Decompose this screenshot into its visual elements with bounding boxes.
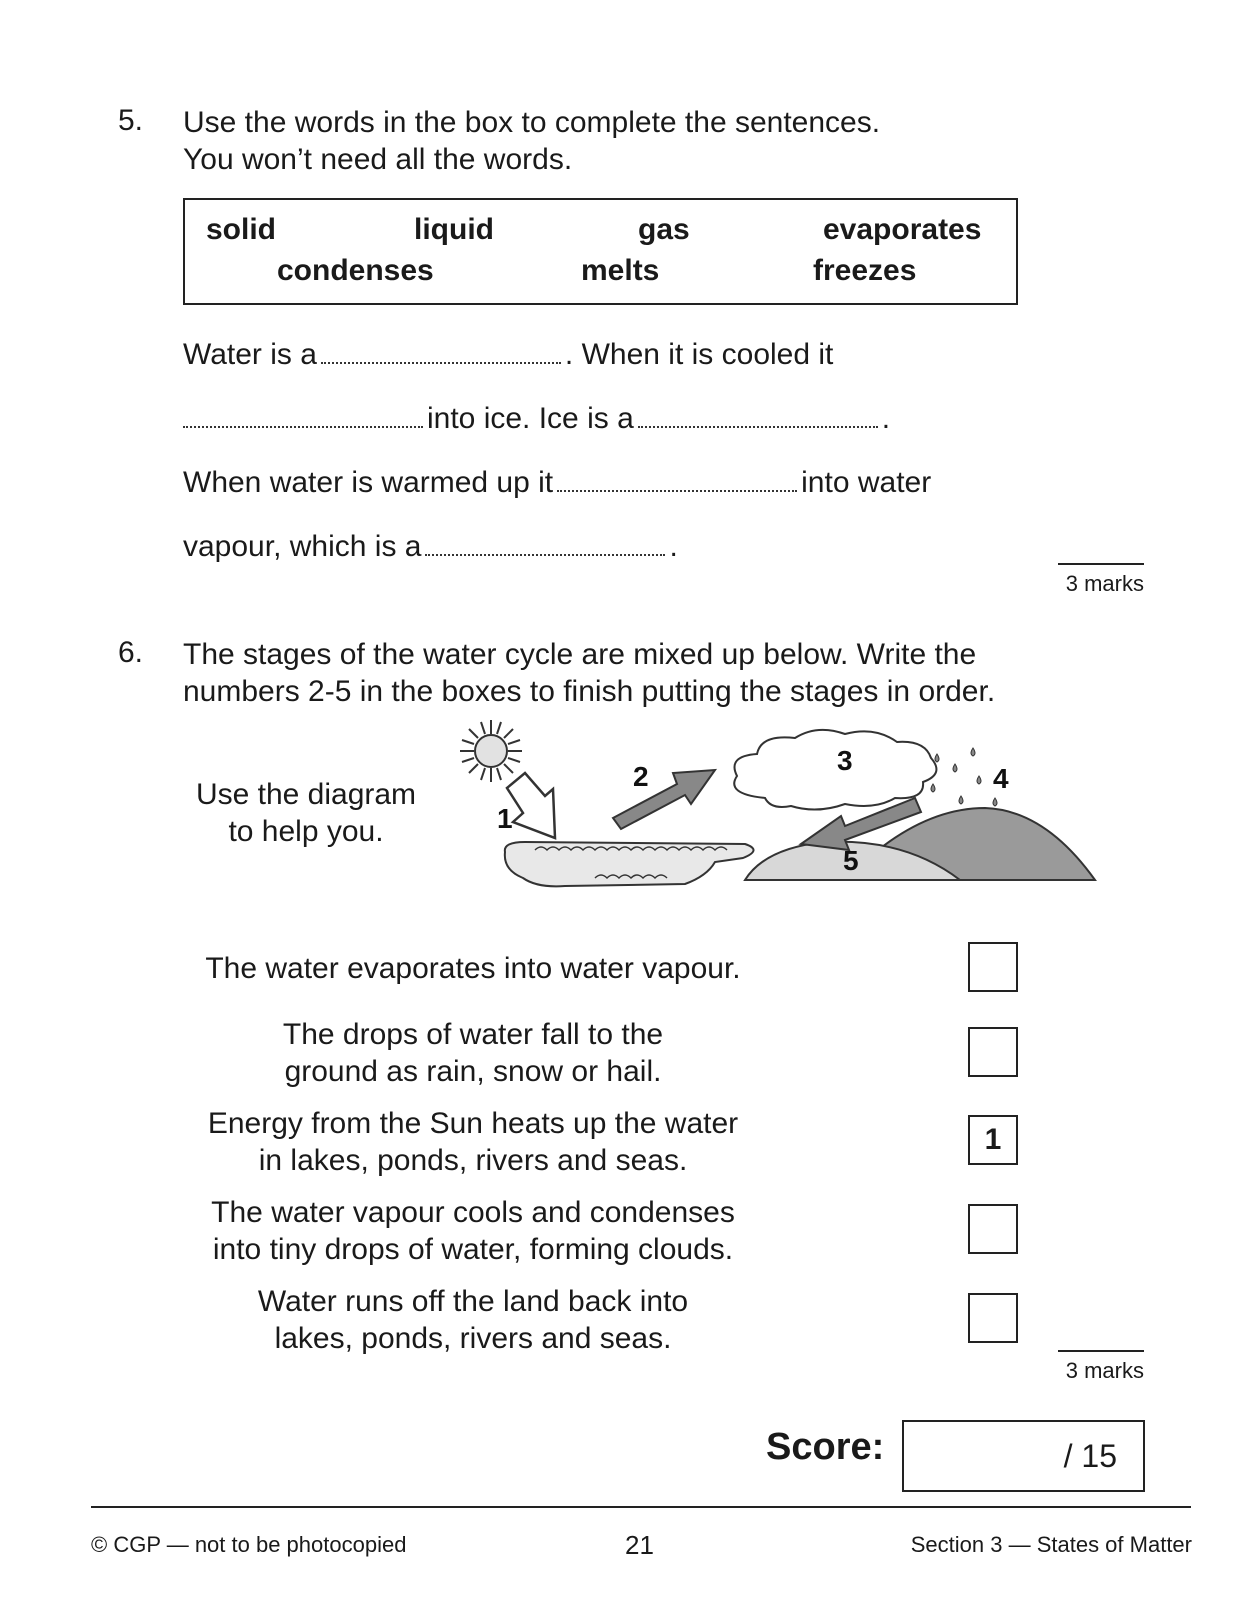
question-6-number: 6. [118, 636, 144, 669]
sentence-text: into ice. Ice is a [427, 402, 634, 435]
fill-sentence-line3 [183, 464, 931, 501]
sentence-text: Water is a [183, 338, 317, 371]
stage-text-line: lakes, ponds, rivers and seas. [274, 1322, 672, 1355]
lake-icon [505, 842, 754, 886]
question-5-instruction-line1: Use the words in the box to complete the sentences. [183, 106, 881, 139]
answer-blank-2[interactable] [183, 400, 423, 428]
word-gas: gas [638, 213, 690, 246]
page-number: 21 [625, 1530, 654, 1560]
sentence-text: When water is warmed up it [183, 466, 554, 499]
question-6-instruction-line1: The stages of the water cycle are mixed up below. Write the [183, 638, 977, 671]
stage-statement-evaporates [163, 950, 783, 987]
answer-box-stage-evaporates[interactable] [968, 942, 1018, 992]
question-5-number: 5. [118, 104, 144, 137]
word-bank-box [183, 198, 1018, 305]
word-melts: melts [581, 254, 660, 287]
question-5-marks: 3 marks [1058, 563, 1144, 597]
sentence-text: vapour, which is a [183, 530, 422, 563]
stage-text-line: Water runs off the land back into [257, 1285, 689, 1318]
answer-blank-4[interactable] [557, 464, 797, 492]
footer-section-title: Section 3 — States of Matter [910, 1532, 1192, 1557]
diagram-label-2: 2 [633, 761, 649, 792]
stage-text-line: in lakes, ponds, rivers and seas. [258, 1144, 688, 1177]
sentence-text: . [669, 530, 678, 563]
word-condenses: condenses [277, 254, 434, 287]
arrow-1-icon [507, 773, 555, 838]
stage-text-line: into tiny drops of water, forming clouds. [212, 1233, 734, 1266]
diagram-hint-line2: to help you. [228, 815, 384, 848]
stage-text-line: Energy from the Sun heats up the water [207, 1107, 739, 1140]
word-evaporates: evaporates [823, 213, 982, 246]
answer-blank-3[interactable] [638, 400, 878, 428]
stage-text-line: ground as rain, snow or hail. [284, 1055, 662, 1088]
answer-box-stage-sun-heats[interactable]: 1 [968, 1115, 1018, 1165]
sun-icon [460, 720, 522, 782]
water-cycle-diagram [445, 718, 1135, 908]
score-label: Score: [766, 1426, 885, 1468]
fill-sentence-line1 [183, 336, 833, 373]
sentence-text: into water [801, 466, 932, 499]
stage-statement-sun-heats [163, 1105, 783, 1179]
diagram-label-1: 1 [497, 803, 513, 834]
question-6-marks: 3 marks [1058, 1350, 1144, 1384]
score-box[interactable] [902, 1420, 1145, 1492]
fill-sentence-line4 [183, 528, 678, 565]
footer-copyright: © CGP — not to be photocopied [91, 1532, 407, 1557]
arrow-2-icon [613, 770, 715, 829]
stage-statement-rain [163, 1016, 783, 1090]
fill-sentence-line2 [183, 400, 890, 437]
footer-divider [91, 1506, 1191, 1508]
diagram-label-3: 3 [837, 745, 853, 776]
question-6-instruction-line2: numbers 2-5 in the boxes to finish putting the stages in order. [183, 675, 996, 708]
stage-text-line: The water vapour cools and condenses [211, 1196, 735, 1229]
stage-text-line: The water evaporates into water vapour. [205, 952, 741, 985]
word-solid: solid [206, 213, 277, 246]
answer-box-stage-runoff[interactable] [968, 1293, 1018, 1343]
stage-text-line: The drops of water fall to the [282, 1018, 664, 1051]
score-total: / 15 [1063, 1438, 1117, 1474]
diagram-label-5: 5 [843, 845, 859, 876]
diagram-hint [176, 776, 436, 850]
word-liquid: liquid [414, 213, 494, 246]
diagram-hint-line1: Use the diagram [195, 778, 417, 811]
stage-statement-condenses [163, 1194, 783, 1268]
question-5-instruction-line2: You won’t need all the words. [183, 143, 573, 176]
word-freezes: freezes [813, 254, 917, 287]
sentence-text: . When it is cooled it [564, 338, 834, 371]
diagram-label-4: 4 [993, 763, 1009, 794]
answer-blank-1[interactable] [321, 336, 561, 364]
cloud-icon [734, 730, 936, 810]
sentence-text: . [881, 402, 891, 435]
answer-box-stage-condenses[interactable] [968, 1204, 1018, 1254]
answer-blank-5[interactable] [425, 528, 665, 556]
stage-statement-runoff [163, 1283, 783, 1357]
answer-box-stage-rain[interactable] [968, 1027, 1018, 1077]
